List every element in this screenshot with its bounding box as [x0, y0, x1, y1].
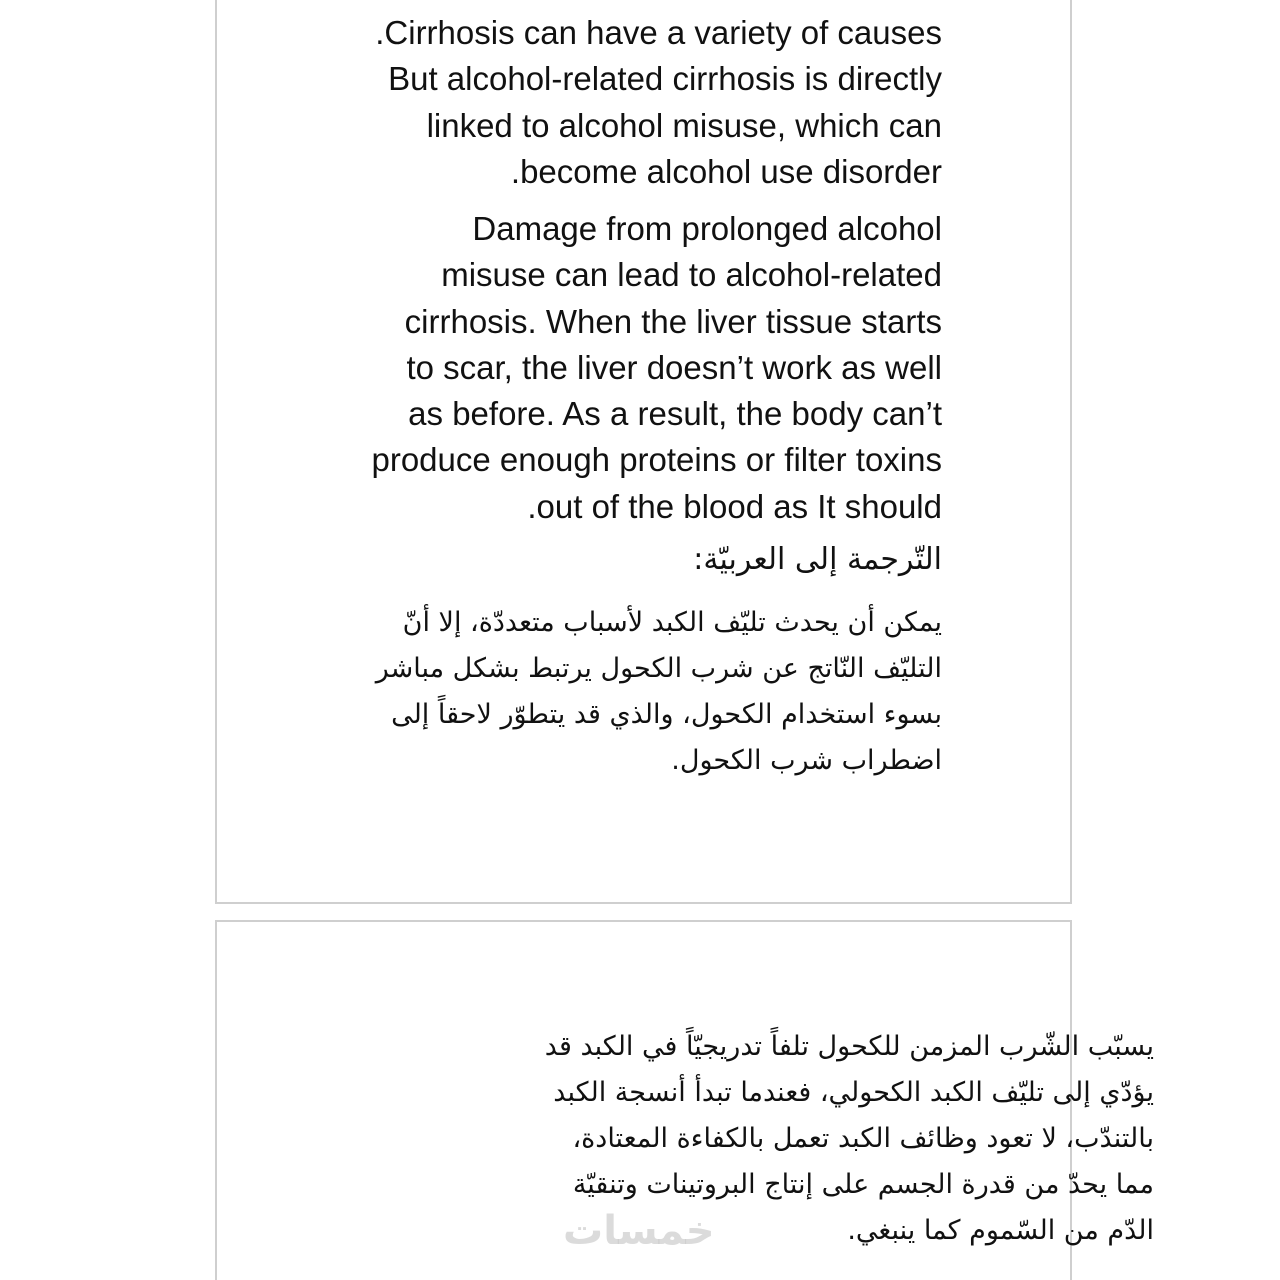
english-paragraph-1-line: But alcohol-related cirrhosis is directly	[388, 60, 942, 98]
english-paragraph-2-line: cirrhosis. When the liver tissue starts	[404, 302, 942, 340]
document-page-1	[215, 0, 1072, 904]
english-paragraph-2-line: misuse can lead to alcohol-related	[441, 256, 942, 294]
arabic-paragraph-2-line: يؤدّي إلى تليّف الكبد الكحولي، فعندما تبدأ أنسجة الكبد	[553, 1077, 1154, 1108]
watermark-logo: خمسات	[563, 1208, 715, 1254]
english-paragraph-1-line: linked to alcohol misuse, which can	[426, 106, 942, 144]
english-paragraph-1-line: become alcohol use disorder.	[510, 152, 942, 190]
arabic-paragraph-2-line: يسبّب الشّرب المزمن للكحول تلفاً تدريجيّاً في الكبد قد	[544, 1031, 1154, 1062]
arabic-paragraph-2-line: مما يحدّ من قدرة الجسم على إنتاج البروتينات وتنقيّة	[572, 1169, 1154, 1200]
arabic-paragraph-1	[376, 600, 942, 784]
arabic-paragraph-2-line: بالتندّب، لا تعود وظائف الكبد تعمل بالكفاءة المعتادة،	[572, 1123, 1154, 1154]
english-paragraph-2-line: out of the blood as It should.	[527, 487, 942, 525]
english-paragraph-1	[375, 10, 942, 195]
english-paragraph-2-line: as before. As a result, the body can’t	[408, 395, 942, 433]
english-paragraph-2	[371, 206, 942, 530]
arabic-paragraph-1-line: بسوء استخدام الكحول، والذي قد يتطوّر لاحقاً إلى	[391, 699, 942, 730]
arabic-paragraph-1-line: اضطراب شرب الكحول.	[671, 745, 942, 776]
english-paragraph-2-line: to scar, the liver doesn’t work as well	[406, 348, 942, 386]
english-paragraph-1-line: Cirrhosis can have a variety of causes.	[375, 14, 942, 51]
arabic-paragraph-1-line: التليّف النّاتج عن شرب الكحول يرتبط بشكل مباشر	[375, 653, 942, 684]
arabic-paragraph-2-line: الدّم من السّموم كما ينبغي.	[847, 1215, 1154, 1246]
arabic-translation-heading: التّرجمة إلى العربيّة:	[693, 542, 942, 577]
english-paragraph-2-line: produce enough proteins or filter toxins	[371, 441, 942, 479]
arabic-paragraph-1-line: يمكن أن يحدث تليّف الكبد لأسباب متعددّة، إلا أنّ	[402, 607, 942, 638]
english-paragraph-2-line: Damage from prolonged alcohol	[472, 210, 942, 247]
